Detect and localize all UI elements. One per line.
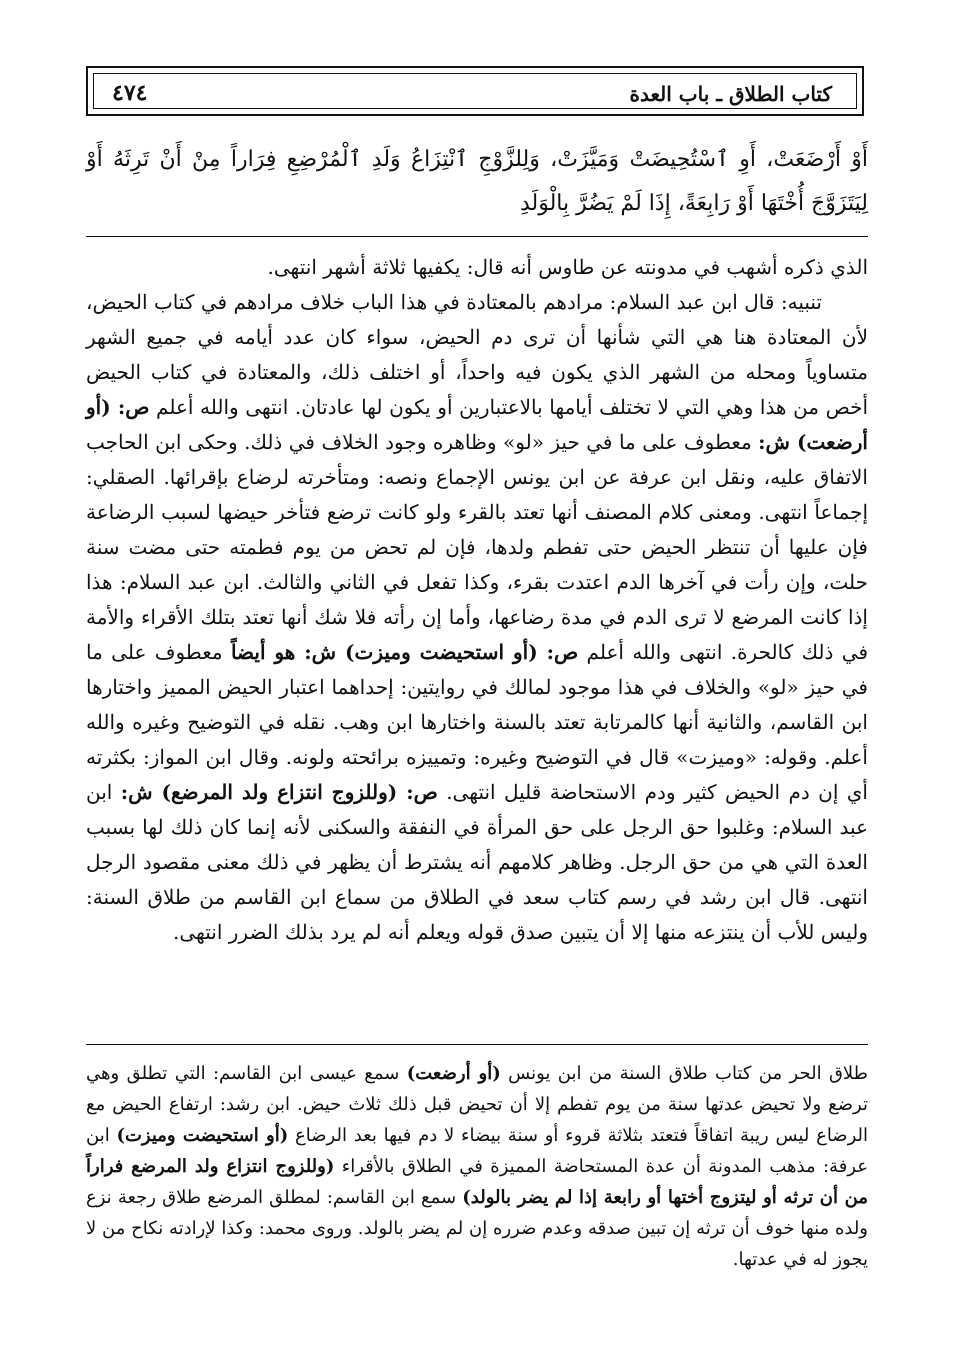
footnote-text [86,1058,868,1275]
footnote-lemma: (أو أرضعت) [406,1063,501,1084]
matn-text: أَوْ أَرْضَعَتْ، أَوِ ٱسْتُحِيضَتْ وَمَيَّزَتْ، وَلِلزَّوْجِ ٱنْتِزَاعُ وَلَدِ ٱلْمُرْضِعِ فِرَاراً مِنْ أَنْ تَرِثَهُ أَوْ لِيَتَزَوَّجَ أُخْتَهَا أَوْ رَابِعَةً، إِذَا لَمْ يَضُرَّ بِالْوَلَدِ [86,147,868,216]
footnote-segment: طلاق الحر من كتاب طلاق السنة من ابن يونس [500,1063,868,1084]
commentary-segment: معطوف على ما في حيز «لو» وظاهره وجود الخلاف في ذلك. وحكى ابن الحاجب الاتفاق عليه، ونقل ابن عرفة عن ابن يونس الإجماع ونصه: ومتأخرته لرضاع بإقرائها. الصقلي: إجماعاً انتهى. ومعنى كلام المصنف أنها تعتد بالقرء ولو كانت ترضع فتأخر حيضها لسبب الرضاعة فإن عليها أن تنتظر الحيض حتى تفطم ولدها، فإن لم تحض من يوم فطمته حتى مضت سنة حلت، وإن رأت في آخرها الدم اعتدت بقرء، وكذا تفعل في الثاني والثالث. ابن عبد السلام: هذا إذا كانت المرضع لا ترى الدم في مدة رضاعها، وأما إن رأته فلا شك أنها تعتد بتلك الأقراء والأمة في ذلك كالحرة. انتهى والله أعلم [86,430,869,664]
commentary-paragraph-2 [86,285,868,950]
page-number: ٤٧٤ [112,80,148,106]
commentary-lemma: ص: (وللزوج انتزاع ولد المرضع) ش: [120,780,438,804]
running-title: كتاب الطلاق ـ باب العدة [629,82,832,106]
commentary-lemma: ص: (أو استحيضت وميزت) ش: هو أيضاً [230,640,579,664]
footnote-lemma: (وللزوج انتزاع ولد المرضع فراراً من أن ترثه أو ليتزوج أختها أو رابعة إذا لم يضر بالولد) [86,1156,869,1208]
book-page [86,66,868,1336]
commentary-paragraph-1: الذي ذكره أشهب في مدونته عن طاوس أنه قال: يكفيها ثلاثة أشهر انتهى. [267,255,868,279]
page-header-frame [86,66,864,116]
commentary-segment: تنبيه: قال ابن عبد السلام: مرادهم بالمعتادة في هذا الباب خلاف مرادهم في كتاب الحيض، لأن المعتادة هنا هي التي شأنها أن ترى دم الحيض، سواء كان عدد أيامه في جميع الشهر متساوياً ومحله من الشهر الذي يكون فيه واحداً، أو اختلف ذلك، والمعتادة في كتاب الحيض أخص من هذا وهي التي لا تختلف أيامها بالاعتبارين أو يكون لها عادتان. انتهى والله أعلم [86,290,869,419]
commentary-lemma: ص: (أو أرضعت) ش: [86,395,868,454]
footnote-segment: ابن عرفة: مذهب المدونة أن عدة المستحاضة المميزة في الطلاق بالأقراء [86,1125,868,1177]
footnote-lemma: (أو استحيضت وميزت) [116,1125,289,1146]
footnote-paragraph [86,1058,868,1275]
footnote-divider [86,1044,868,1045]
commentary-segment: معطوف على ما في حيز «لو» والخلاف في هذا موجود لمالك في روايتين: إحداهما اعتبار الحيض المميز واختارها ابن القاسم، والثانية أنها كالمرتابة تعتد بالسنة واختارها ابن وهب. نقله في التوضيح وغيره والله أعلم. وقوله: «وميزت» قال في التوضيح وغيره: وتمييزه برائحته ولونه. وقال ابن المواز: بكثرته أي إن دم الحيض كثير ودم الاستحاضة قليل انتهى. [86,640,868,804]
commentary-segment: ابن عبد السلام: وغلبوا حق الرجل على حق المرأة في النفقة والسكنى لأنه إنما كان ذلك لها بسبب العدة التي هي من حق الرجل. وظاهر كلامهم أنه يشترط أن يظهر في ذلك معنى مقصود الرجل انتهى. قال ابن رشد في رسم كتاب سعد في الطلاق من سماع ابن القاسم من طلاق السنة: وليس للأب أن ينتزعه منها إلا أن يتبين صدق قوله ويعلم أنه لم يرد بذلك الضرر انتهى. [86,780,868,944]
commentary-text [86,250,868,950]
footnote-segment: سمع عيسى ابن القاسم: التي تطلق وهي ترضع ولا تحيض عدتها سنة من يوم تفطم إلا أن تحيض قبل ذلك ثلاث حيض. ابن رشد: ارتفاع الحيض مع الرضاع ليس ريبة اتفاقاً فتعتد بثلاثة قروء أو سنة بيضاء لا دم فيها بعد الرضاع [86,1063,869,1146]
footnote-segment: سمع ابن القاسم: لمطلق المرضع طلاق رجعة نزع ولده منها خوف أن ترثه إن تبين صدقه وعدم ضرره إن لم يضر بالولد. وروى محمد: وكذا لإرادته نكاح من لا يجوز له في عدتها. [86,1187,868,1270]
matn-divider [86,236,868,237]
page-header-inner-frame [93,73,857,109]
